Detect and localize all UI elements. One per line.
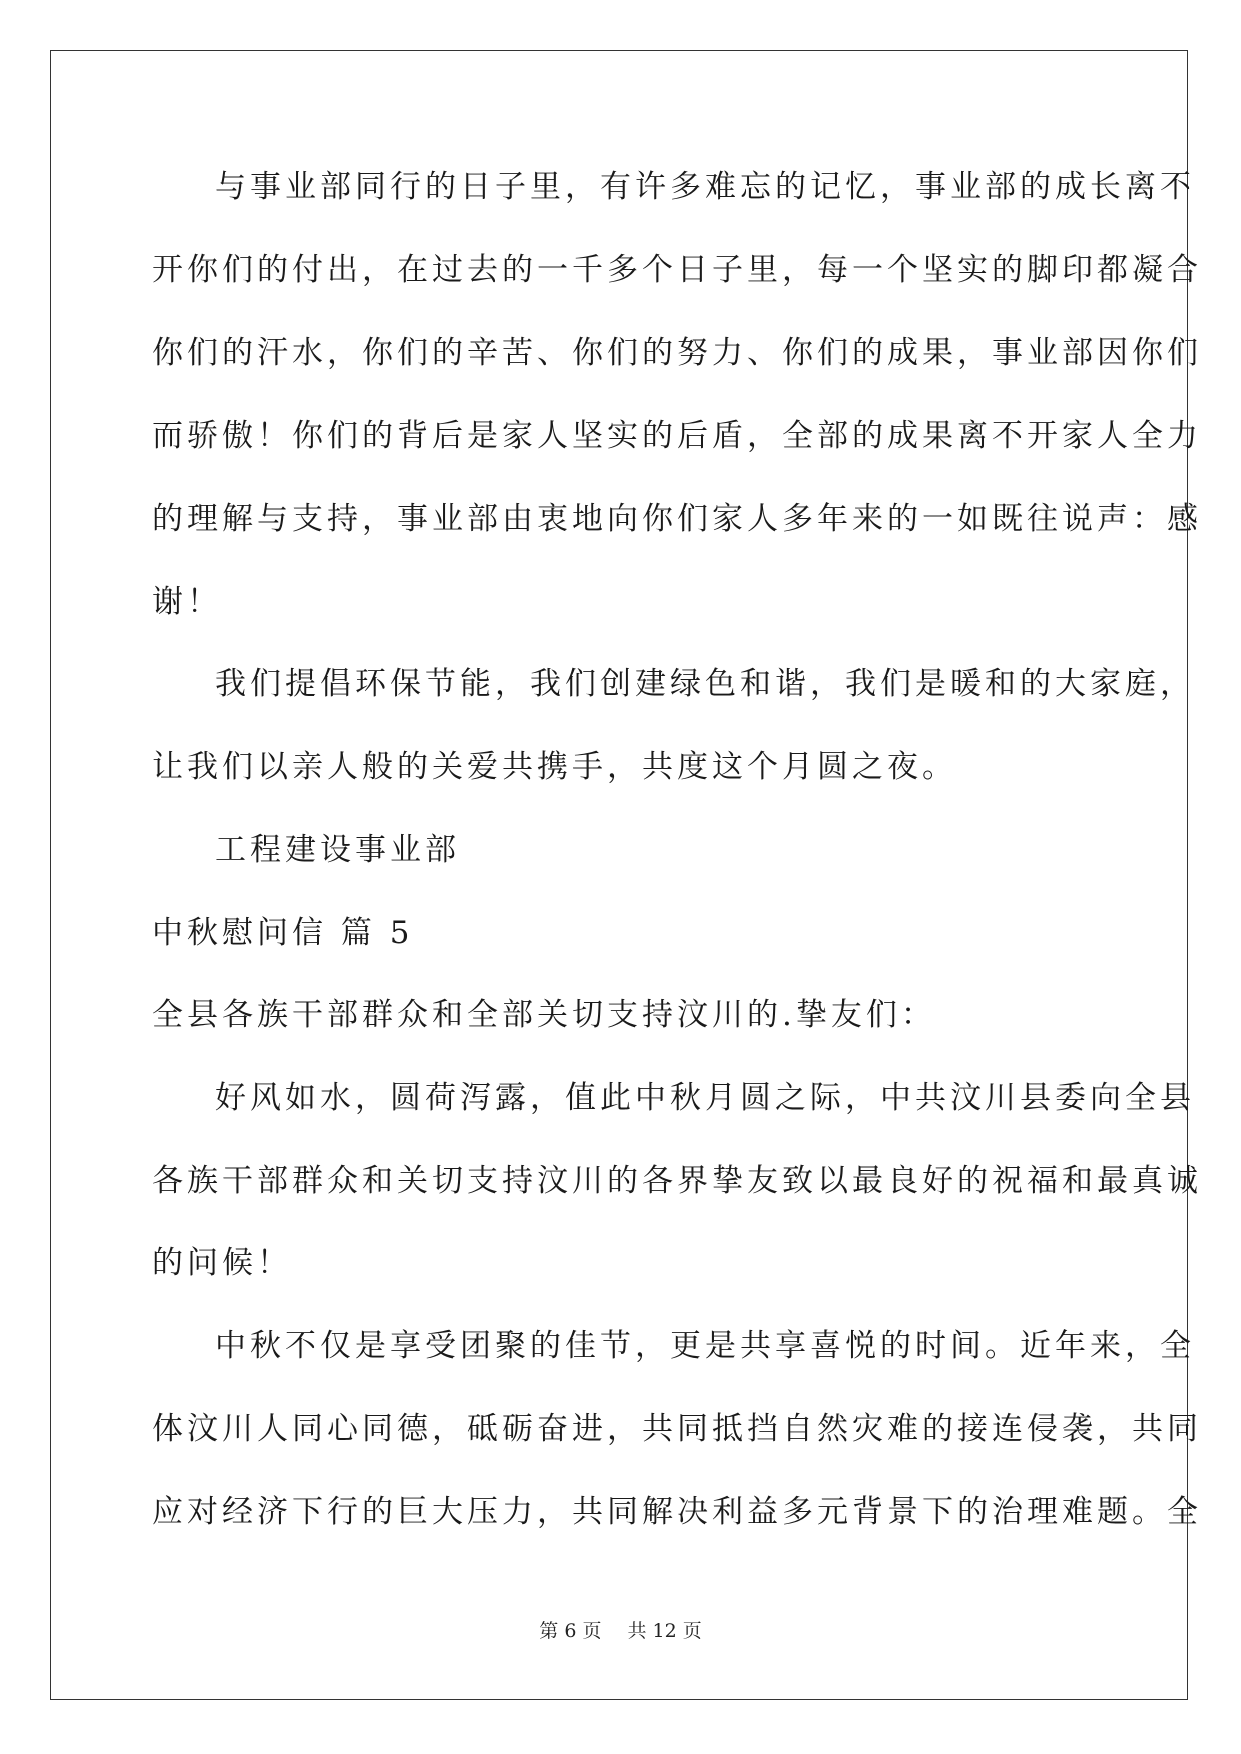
paragraph-line: 好风如水，圆荷泻露，值此中秋月圆之际，中共汶川县委向全县: [215, 1080, 1195, 1116]
page-number: 第 6 页: [539, 1620, 602, 1642]
paragraph-line: 的理解与支持，事业部由衷地向你们家人多年来的一如既往说声：感: [152, 501, 1202, 537]
paragraph-line: 各族干部群众和关切支持汶川的各界挚友致以最良好的祝福和最真诚: [152, 1163, 1202, 1199]
section-heading: 中秋慰问信 篇 5: [152, 915, 414, 951]
salutation-line: 全县各族干部群众和全部关切支持汶川的.挚友们：: [152, 997, 936, 1033]
paragraph-line: 我们提倡环保节能，我们创建绿色和谐，我们是暖和的大家庭，: [215, 666, 1195, 702]
paragraph-line: 与事业部同行的日子里，有许多难忘的记忆，事业部的成长离不: [215, 169, 1195, 205]
paragraph-line: 让我们以亲人般的关爱共携手，共度这个月圆之夜。: [152, 749, 957, 785]
paragraph-line: 应对经济下行的巨大压力，共同解决利益多元背景下的治理难题。全: [152, 1494, 1202, 1530]
signature-line: 工程建设事业部: [215, 832, 460, 868]
paragraph-line: 谢！: [152, 584, 222, 620]
paragraph-line: 开你们的付出，在过去的一千多个日子里，每一个坚实的脚印都凝合: [152, 252, 1202, 288]
paragraph-line: 的问候！: [152, 1245, 292, 1281]
paragraph-line: 你们的汗水，你们的辛苦、你们的努力、你们的成果，事业部因你们: [152, 335, 1202, 371]
page-footer: [0, 1616, 1241, 1643]
paragraph-line: 中秋不仅是享受团聚的佳节，更是共享喜悦的时间。近年来，全: [215, 1328, 1195, 1364]
page-total: 共 12 页: [627, 1620, 702, 1642]
page-border: [50, 50, 1188, 1700]
paragraph-line: 体汶川人同心同德，砥砺奋进，共同抵挡自然灾难的接连侵袭，共同: [152, 1411, 1202, 1447]
paragraph-line: 而骄傲！你们的背后是家人坚实的后盾，全部的成果离不开家人全力: [152, 418, 1202, 454]
